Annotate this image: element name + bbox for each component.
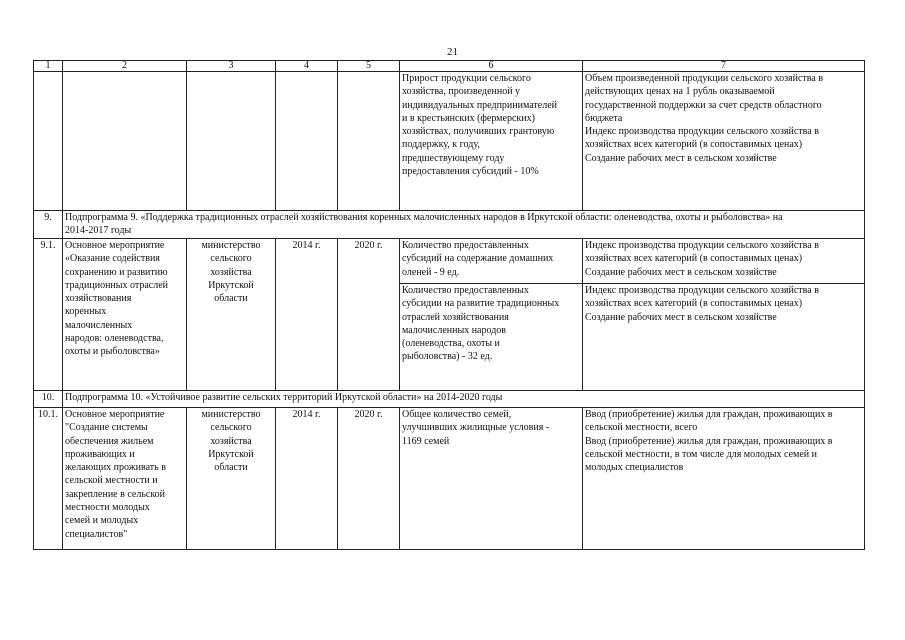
text-line: Количество предоставленных xyxy=(402,285,529,296)
text-line: хозяйства, произведенной у xyxy=(402,86,521,98)
text-line: области xyxy=(214,462,248,474)
text-line: действующих ценах на 1 рубль оказываемой xyxy=(585,86,775,98)
subprogram-title xyxy=(63,391,865,408)
header-col-6: 6 xyxy=(400,61,583,72)
text-line: Общее количество семей, xyxy=(402,409,512,420)
row-number: 9.1. xyxy=(34,239,63,391)
text-line: хозяйствах всех категорий (в сопоставимых ценах) xyxy=(585,139,803,151)
text-line: Создание рабочих мест в сельском хозяйстве xyxy=(585,311,777,323)
text-line: сельской местности и xyxy=(65,475,158,487)
cell-measure xyxy=(63,72,187,211)
cell-num xyxy=(34,72,63,211)
header-row xyxy=(34,61,865,72)
subprogram-number: 10. xyxy=(34,391,63,408)
text-line: хозяйствах всех категорий (в сопоставимых ценах) xyxy=(585,253,803,265)
text-line: рыболовства) - 32 ед. xyxy=(402,351,493,363)
text-line: хозяйствования xyxy=(65,293,132,305)
text-line: субсидии на развитие традиционных xyxy=(402,298,560,310)
text-line: оленей - 9 ед. xyxy=(402,266,460,278)
text-line: традиционных отраслей xyxy=(65,279,169,291)
text-line: субсидий на содержание домашних xyxy=(402,253,554,265)
cell-start: 2014 г. xyxy=(276,239,338,391)
cell-result xyxy=(400,284,583,391)
text-line: специалистов" xyxy=(65,528,128,540)
text-line: семей и молодых xyxy=(65,515,139,527)
header-col-4: 4 xyxy=(276,61,338,72)
text-line: Объем произведенной продукции сельского хозяйства в xyxy=(585,73,824,84)
subprogram-title xyxy=(63,211,865,239)
text-line: сельской местности, в том числе для молодых семей и xyxy=(585,448,817,460)
cell-indicator xyxy=(583,239,865,284)
text-line: Количество предоставленных xyxy=(402,240,529,251)
text-line: желающих проживать в xyxy=(65,462,166,474)
text-line: коренных xyxy=(65,306,107,318)
text-line: министерство xyxy=(201,240,261,251)
text-line: Ввод (приобретение) жилья для граждан, проживающих в xyxy=(585,409,833,420)
text-line: индивидуальных предпринимателей xyxy=(402,99,557,111)
header-col-5: 5 xyxy=(338,61,400,72)
text-line: молодых специалистов xyxy=(585,462,684,474)
cell-measure xyxy=(63,239,187,391)
subprogram-row xyxy=(34,391,865,408)
text-line: сельского xyxy=(210,253,252,265)
text-line: Прирост продукции сельского xyxy=(402,73,531,84)
text-line: хозяйства xyxy=(210,266,252,278)
subprogram-row xyxy=(34,211,865,239)
header-col-1: 1 xyxy=(34,61,63,72)
text-line: Ввод (приобретение) жилья для граждан, проживающих в xyxy=(585,435,833,447)
text-line: Индекс производства продукции сельского хозяйства в xyxy=(585,126,819,138)
table-row xyxy=(34,239,865,284)
text-line: «Оказание содействия xyxy=(65,253,160,265)
text-line: охоты и рыболовства» xyxy=(65,346,160,358)
text-line: местности молодых xyxy=(65,502,150,514)
text-line: министерство xyxy=(201,409,261,420)
text-line: Подпрограмма 9. «Поддержка традиционных отраслей хозяйствования коренных малочисленных народов в Иркутской области: оленеводства, охоты и рыболовства» на xyxy=(65,212,783,223)
subprogram-number: 9. xyxy=(34,211,63,239)
cell-executor xyxy=(187,408,276,550)
cell-indicator xyxy=(583,72,865,211)
text-line: закрепление в сельской xyxy=(65,488,166,500)
text-line: и в крестьянских (фермерских) xyxy=(402,112,535,124)
text-line: проживающих и xyxy=(65,448,135,460)
cell-start: 2014 г. xyxy=(276,408,338,550)
cell-start xyxy=(276,72,338,211)
cell-end: 2020 г. xyxy=(338,239,400,391)
page-number: 21 xyxy=(447,46,458,58)
text-line: Основное мероприятие xyxy=(65,409,165,420)
text-line: отраслей хозяйствования xyxy=(402,311,509,323)
text-line: сохранению и развитию xyxy=(65,266,168,278)
text-line: Создание рабочих мест в сельском хозяйстве xyxy=(585,152,777,164)
cell-end xyxy=(338,72,400,211)
table-row xyxy=(34,408,865,550)
cell-end: 2020 г. xyxy=(338,408,400,550)
text-line: малочисленных xyxy=(65,319,133,331)
text-line: малочисленных народов xyxy=(402,324,506,336)
cell-executor xyxy=(187,239,276,391)
text-line: обеспечения жильем xyxy=(65,435,154,447)
row-number: 10.1. xyxy=(34,408,63,550)
header-col-2: 2 xyxy=(63,61,187,72)
text-line: народов: оленеводства, xyxy=(65,333,164,345)
text-line: Иркутской xyxy=(208,448,254,460)
text-line: хозяйствах всех категорий (в сопоставимых ценах) xyxy=(585,298,803,310)
text-line: поддержку, к году, xyxy=(402,139,480,151)
text-line: государственной поддержки за счет средств областного xyxy=(585,99,822,111)
text-line: предшествующему году xyxy=(402,152,505,164)
text-line: (оленеводства, охоты и xyxy=(402,338,500,350)
cell-result xyxy=(400,72,583,211)
text-line: сельского xyxy=(210,422,252,434)
text-line: Индекс производства продукции сельского хозяйства в xyxy=(585,240,819,251)
text-line: Подпрограмма 10. «Устойчивое развитие сельских территорий Иркутской области» на 2014-2020 годы xyxy=(65,392,503,403)
text-line: Иркутской xyxy=(208,279,254,291)
cell-indicator xyxy=(583,408,865,550)
text-line: хозяйства xyxy=(210,435,252,447)
text-line: улучшивших жилищные условия - xyxy=(402,422,550,434)
text-line: Создание рабочих мест в сельском хозяйстве xyxy=(585,266,777,278)
cell-executor xyxy=(187,72,276,211)
text-line: области xyxy=(214,293,248,305)
text-line: предоставления субсидий - 10% xyxy=(402,166,539,178)
cell-indicator xyxy=(583,284,865,391)
text-line: 1169 семей xyxy=(402,435,450,447)
text-line: хозяйствах, получивших грантовую xyxy=(402,126,555,138)
text-line: Основное мероприятие xyxy=(65,240,165,251)
header-col-7: 7 xyxy=(583,61,865,72)
table-row xyxy=(34,72,865,211)
program-table xyxy=(33,60,865,550)
text-line: "Создание системы xyxy=(65,422,148,434)
text-line: Индекс производства продукции сельского хозяйства в xyxy=(585,285,819,296)
cell-result xyxy=(400,408,583,550)
text-line: 2014-2017 годы xyxy=(65,225,132,236)
text-line: сельской местности, всего xyxy=(585,422,698,434)
cell-result xyxy=(400,239,583,284)
header-col-3: 3 xyxy=(187,61,276,72)
cell-measure xyxy=(63,408,187,550)
text-line: бюджета xyxy=(585,112,623,124)
